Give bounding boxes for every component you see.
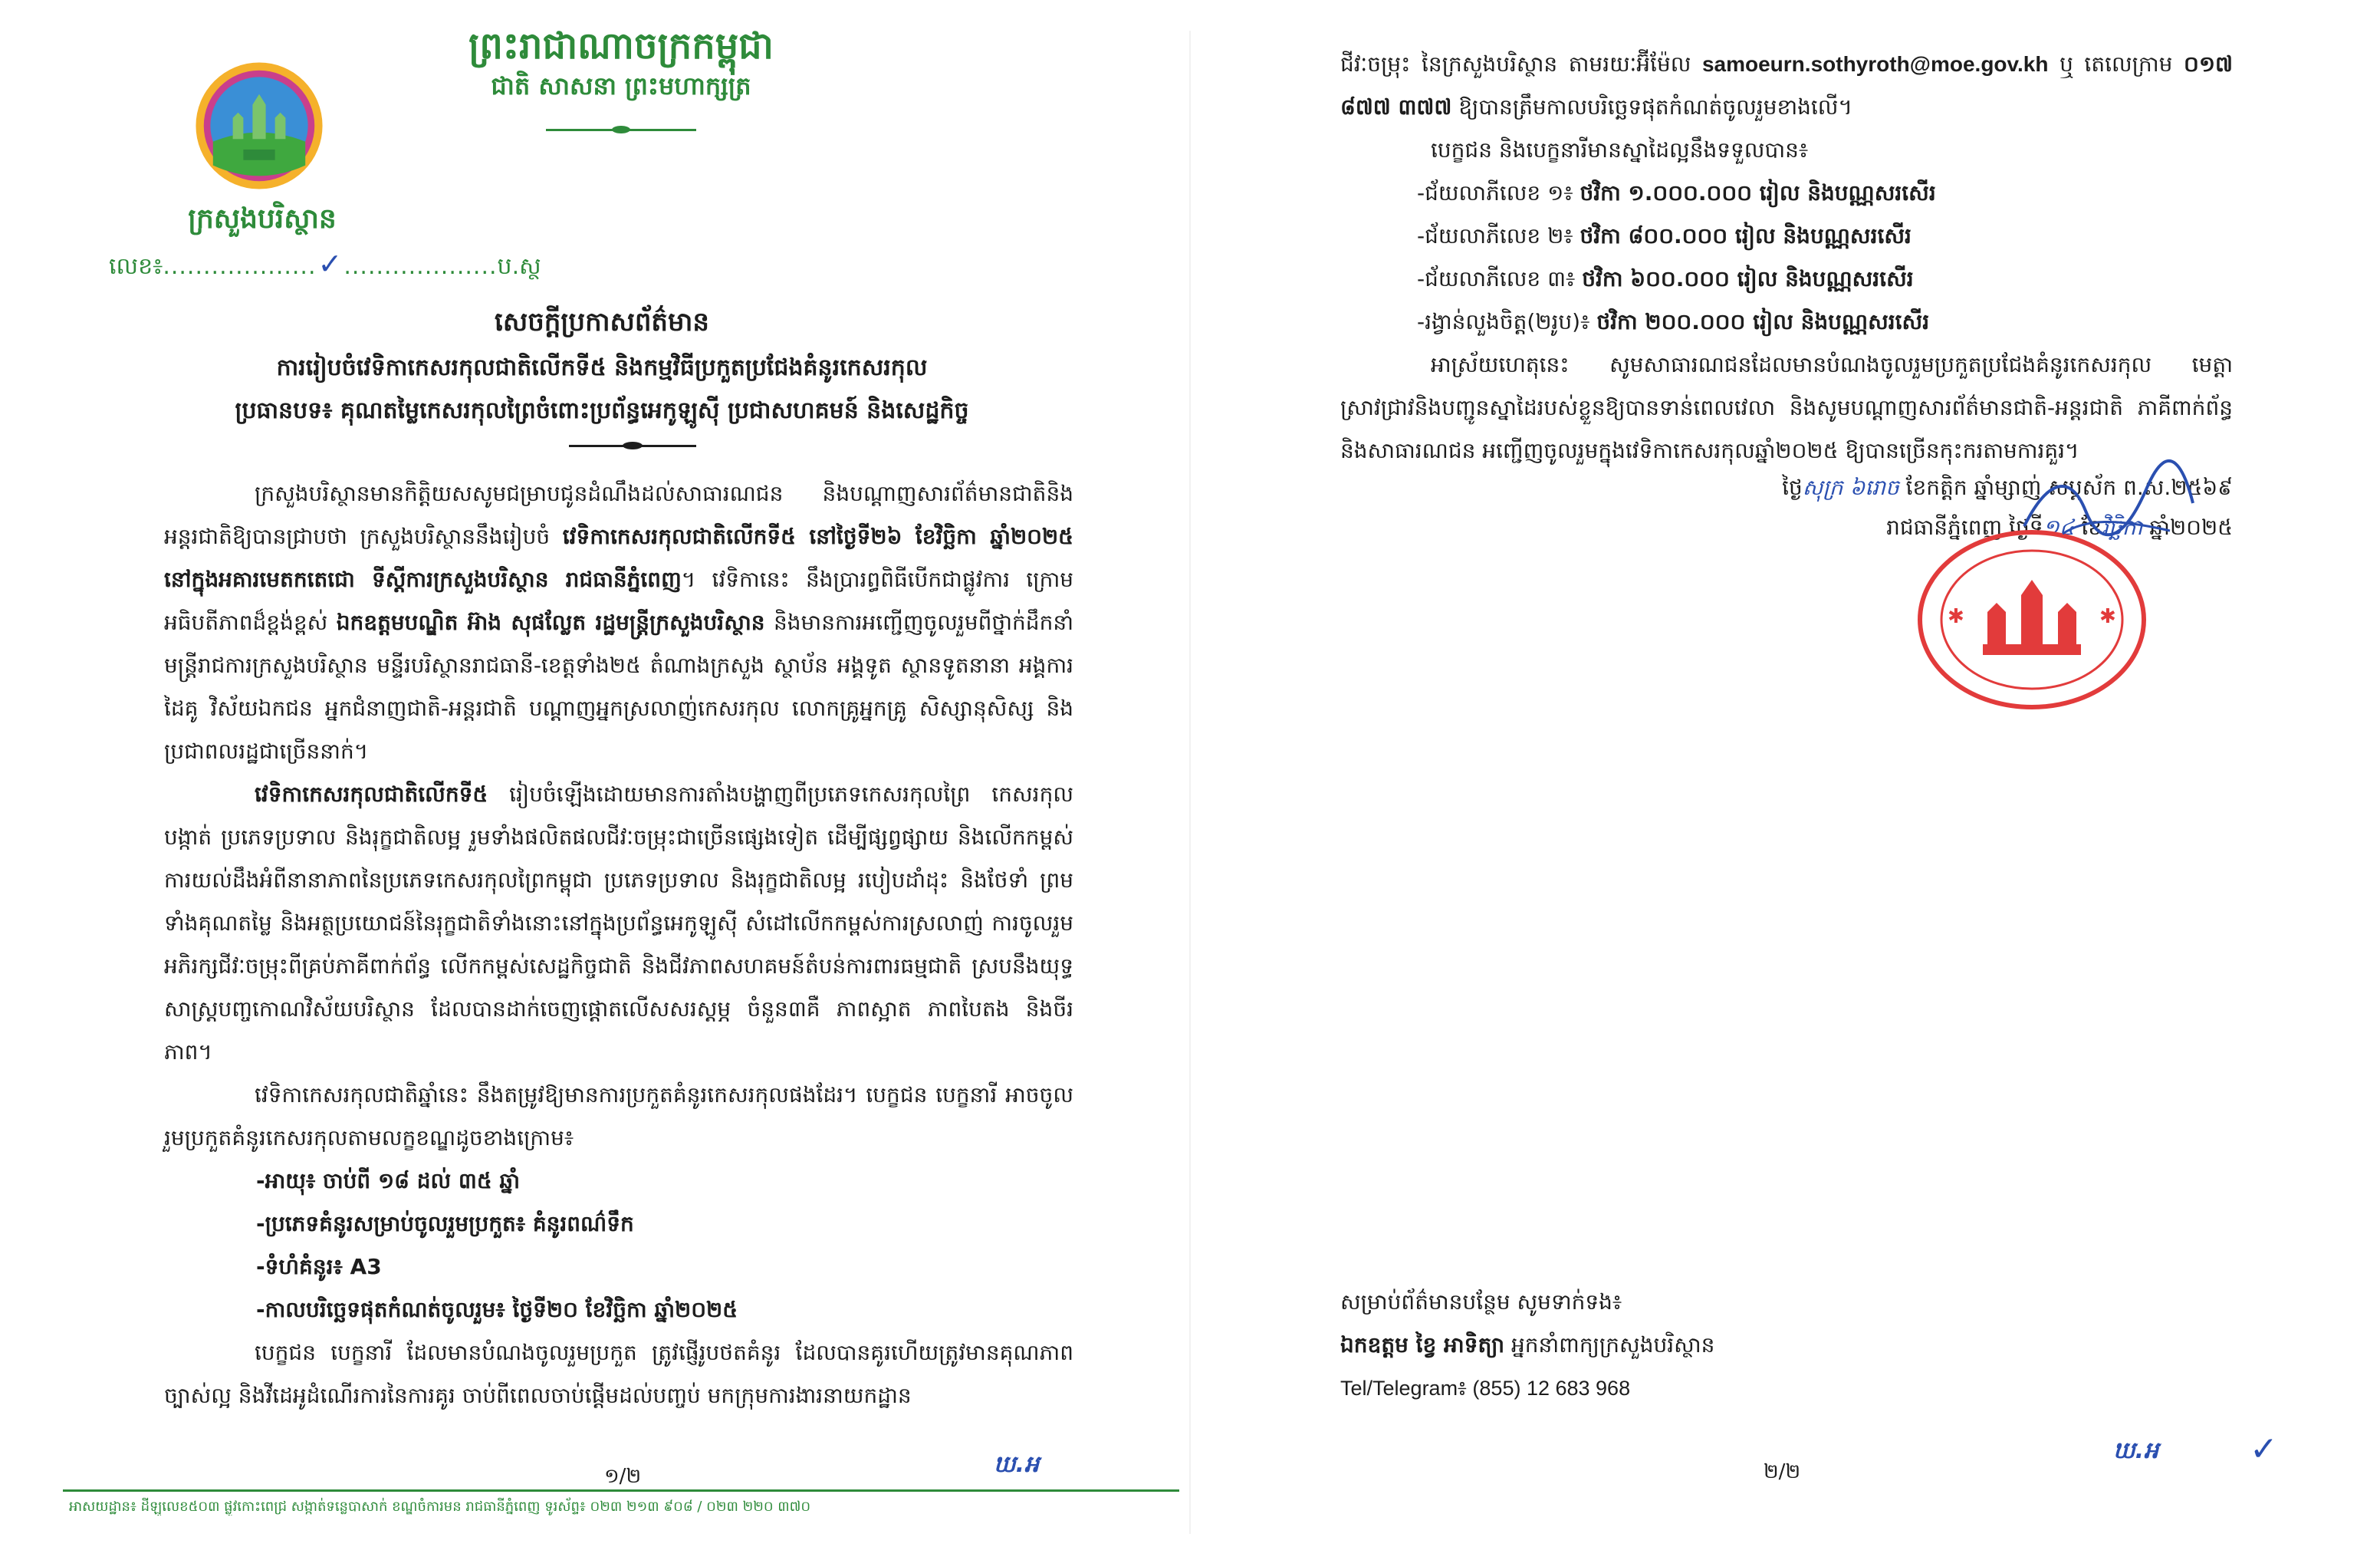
p2-forum-name: វេទិកាកេសរកុលជាតិលើកទី៥ xyxy=(255,782,488,807)
submission-text-c: ឱ្យបានត្រឹមកាលបរិច្ឆេទផុតកំណត់ចូលរួមខាងលើ។ xyxy=(1451,94,1852,120)
telegram-number: ០១៧ ៨៧៧ ៣៧៧ xyxy=(1340,51,2233,120)
p2-text: រៀបចំឡើងដោយមានការតាំងបង្ហាញពីប្រភេទកេសរកុលព្រៃ កេសរកុលបង្កាត់ ប្រភេទប្រទាល និងរុក្ខជាតិលម្អ រួមទាំងផលិតផលជីវៈចម្រុះជាច្រើនផ្សេងទៀត ដើម្បីផ្សព្វផ្សាយ និងលើកកម្ពស់ការយល់ដឹងអំពីនានាភាពនៃប្រភេទកេសរកុលព្រៃកម្ពុជា ប្រភេទប្រទាល និងរុក្ខជាតិលម្អ របៀបដាំដុះ និងថែទាំ ព្រមទាំងគុណតម្លៃ និងអត្ថប្រយោជន៍នៃរុក្ខជាតិទាំងនោះនៅក្នុងប្រព័ន្ធអេកូឡូស៊ី សំដៅលើកកម្ពស់ការស្រលាញ់ ការចូលរួមអភិរក្សជីវៈចម្រុះពីគ្រប់ភាគីពាក់ព័ន្ធ លើកកម្ពស់សេដ្ឋកិច្ចជាតិ និងជីវភាពសហគមន៍តំបន់ការពារធម្មជាតិ ស្របនឹងយុទ្ធសាស្ត្របញ្ចកោណវិស័យបរិស្ថាន ដែលបានដាក់ចេញផ្តោតលើសសរស្តម្ភ ចំនួន៣គឺ ភាពស្អាត ភាពបៃតង និងចីរភាព។ xyxy=(164,782,1073,1065)
paragraph-2 xyxy=(164,773,1073,1074)
criteria-item: -ប្រភេទគំនូរសម្រាប់ចូលរួមប្រកួត៖ គំនូរពណ៌ទឹក xyxy=(256,1211,634,1236)
ministry-name: ក្រសួងបរិស្ថាន xyxy=(188,203,337,235)
prize-item xyxy=(1340,258,2233,301)
p1-text-a: ក្រសួងបរិស្ថានមានកិត្តិយសសូមជម្រាបជូនដំណឹងដល់សាធារណជន និងបណ្តាញសារព័ត៌មានជាតិនិងអន្តរជាតិឱ្យបានជ្រាបថា ក្រសួងបរិស្ថាននឹងរៀបចំ xyxy=(164,481,1073,549)
svg-text:✱: ✱ xyxy=(1948,605,1964,628)
ref-check-mark: ✓ xyxy=(317,247,343,281)
spokesperson-line xyxy=(1340,1324,2184,1367)
document-subtitle xyxy=(123,347,1081,433)
p1-text-e: និងមានការអញ្ជើញចូលរួមពីថ្នាក់ដឹកនាំ មន្ត្រីរាជការក្រសួងបរិស្ថាន មន្ទីរបរិស្ថានរាជធានី-ខេត្តទាំង២៥ តំណាងក្រសួង ស្ថាប័ន អង្គទូត ស្ថានទូតនានា អង្គការដៃគូ វិស័យឯកជន អ្នកជំនាញជាតិ-អន្តរជាតិ បណ្តាញអ្នកស្រលាញ់កេសរកុល លោកគ្រូអ្នកគ្រូ សិស្សានុសិស្ស និងប្រជាពលរដ្ឋជាច្រើននាក់។ xyxy=(164,610,1074,764)
title-divider xyxy=(569,445,696,447)
prize-label: -ជ័យលាភីលេខ ២៖ xyxy=(1417,223,1580,248)
prizes-intro: បេក្ខជន និងបេក្ខនារីមានស្នាដៃល្អនឹងទទួលបាន៖ xyxy=(1431,137,1809,163)
solar-year: ឆ្នាំ២០២៥ xyxy=(2142,515,2233,540)
footer-address: អាសយដ្ឋាន៖ ដីឡូលេខ៥០៣ ផ្លូវកោះពេជ្រ សង្កាត់ទន្លេបាសាក់ ខណ្ឌចំការមន រាជធានីភ្នំពេញ ទូរស័ព្ទ៖ ០២៣ ២១៣ ៩០៨ / ០២៣ ២២០ ៣៧០ xyxy=(69,1499,811,1515)
prize-label: -ជ័យលាភីលេខ ៣៖ xyxy=(1417,266,1583,291)
initials-mark-2: ឃ.អ xyxy=(2113,1437,2159,1464)
p1-event-details: វេទិកាកេសរកុលជាតិលើកទី៥ នៅថ្ងៃទី២៦ ខែវិច្ឆិកា ឆ្នាំ២០២៥ នៅក្នុងអគារមេតកតេជោ ទីស្តីការក្រសួងបរិស្ថាន រាជធានីភ្នំពេញ xyxy=(164,524,1073,592)
ref-prefix: លេខ៖ xyxy=(109,253,163,280)
criteria-item: -ទំហំគំនូរ៖ A3 xyxy=(256,1254,382,1279)
prize-item xyxy=(1340,172,2233,215)
contact-email: samoeurn.sothyroth@moe.gov.kh xyxy=(1701,52,2049,76)
criteria-item: -អាយុ៖ ចាប់ពី ១៨ ដល់ ៣៥ ឆ្នាំ xyxy=(256,1168,521,1193)
submission-paragraph xyxy=(1340,43,2233,129)
prize-label: -ជ័យលាភីលេខ ១៖ xyxy=(1417,180,1580,206)
prizes-list xyxy=(1340,172,2233,344)
reference-number: លេខ៖...................✓...................ប.ស្ថ xyxy=(109,247,541,281)
paragraph-3: វេទិកាកេសរកុលជាតិឆ្នាំនេះ នឹងតម្រូវឱ្យមានការប្រកួតគំនូរកេសរកុលផងដែរ។ បេក្ខជន បេក្ខនារី អាចចូលរួមប្រកួតគំនូរកេសរកុលតាមលក្ខខណ្ឌដូចខាងក្រោម៖ xyxy=(164,1082,1073,1150)
announcement-body xyxy=(164,472,1073,1417)
lunar-day-handwritten: សុក្រ ៦រោច xyxy=(1802,475,1899,500)
signature-scribble xyxy=(2017,457,2201,557)
subtitle-line-2: ប្រធានបទ៖ គុណតម្លៃកេសរកុលព្រៃចំពោះប្រព័ន្ធអេកូឡូស៊ី ប្រជាសហគមន៍ និងសេដ្ឋកិច្ច xyxy=(235,397,969,424)
spokesperson-role: អ្នកនាំពាក្យក្រសួងបរិស្ថាន xyxy=(1504,1332,1715,1358)
solar-prefix: រាជធានីភ្នំពេញ ថ្ងៃទី xyxy=(1886,515,2043,540)
document-title: សេចក្តីប្រកាសព័ត៌មាន xyxy=(495,307,709,337)
subtitle-line-1: ការរៀបចំវេទិកាកេសរកុលជាតិលើកទី៥ និងកម្មវិធីប្រកួតប្រជែងគំនូរកេសរកុល xyxy=(276,354,928,381)
national-motto: ជាតិ សាសនា ព្រះមហាក្សត្រ xyxy=(491,71,751,100)
announcement-body-continued xyxy=(1340,43,2233,472)
contact-telephone: Tel/Telegram៖ (855) 12 683 968 xyxy=(1340,1377,1631,1400)
paragraph-1 xyxy=(164,472,1073,773)
submission-text-a: ជីវៈចម្រុះ នៃក្រសួងបរិស្ថាន តាមរយៈអ៊ីម៉ែល xyxy=(1340,51,1702,77)
signature-check-mark: ✓ xyxy=(2250,1430,2278,1469)
solar-day-handwritten: ១៤ xyxy=(2043,515,2075,540)
lunar-prefix: ថ្ងៃ xyxy=(1782,475,1803,500)
svg-text:✱: ✱ xyxy=(2099,605,2116,628)
contact-intro: សម្រាប់ព័ត៌មានបន្ថែម សូមទាក់ទង៖ xyxy=(1340,1289,1622,1315)
footer-divider xyxy=(63,1489,1179,1492)
prize-label: -រង្វាន់លួងចិត្ត(២រូប)៖ xyxy=(1417,309,1597,334)
kingdom-heading: ព្រះរាជាណាចក្រកម្ពុជា xyxy=(468,25,774,67)
p1-minister-name: ឯកឧត្តមបណ្ឌិត អ៊ាង សុផល្លែត រដ្ឋមន្ត្រីក្រសួងបរិស្ថាន xyxy=(336,610,765,635)
contact-block xyxy=(1340,1281,2184,1410)
spokesperson-name: ឯកឧត្តម ខ្វៃ អាទិត្យា xyxy=(1340,1332,1505,1358)
p1-text-c: ។ វេទិកានេះ នឹងប្រារព្ធពិធីបើកជាផ្លូវការ ក្រោមអធិបតីភាពដ៏ខ្ពង់ខ្ពស់ xyxy=(164,567,1074,635)
solar-month-handwritten: វិច្ឆិកា xyxy=(2102,515,2143,540)
ministry-logo xyxy=(193,60,325,192)
criteria-list xyxy=(164,1160,1073,1331)
motto-divider xyxy=(546,129,696,131)
paragraph-4: បេក្ខជន បេក្ខនារី ដែលមានបំណងចូលរួមប្រកួត ត្រូវផ្ញើរូបថតគំនូរ ដែលបានគូរហើយត្រូវមានគុណភាពច្បាស់ល្អ និងវីដេអូដំណើរការនៃការគូរ ចាប់ពីពេលចាប់ផ្តើមដល់បញ្ចប់ មកក្រុមការងារនាយកដ្ឋាន xyxy=(164,1340,1073,1408)
page-number: ១/២ xyxy=(604,1465,642,1488)
criteria-item: -កាលបរិច្ឆេទផុតកំណត់ចូលរួម៖ ថ្ងៃទី២០ ខែវិច្ឆិកា ឆ្នាំ២០២៥ xyxy=(256,1297,738,1322)
prize-item xyxy=(1340,301,2233,344)
prize-value: ថវិកា ១.០០០.០០០ រៀល និងបណ្ណសរសើរ xyxy=(1580,180,1936,206)
prize-value: ថវិកា ៦០០.០០០ រៀល និងបណ្ណសរសើរ xyxy=(1582,266,1914,291)
prize-item xyxy=(1340,215,2233,258)
page-number-2: ២/២ xyxy=(1764,1460,1801,1483)
prize-value: ថវិកា ២០០.០០០ រៀល និងបណ្ណសរសើរ xyxy=(1596,309,1930,334)
initials-mark: ឃ.អ xyxy=(994,1451,1040,1478)
ref-suffix: ប.ស្ថ xyxy=(497,253,541,280)
submission-text-b: ឬ តេលេក្រាម xyxy=(2048,51,2184,77)
prize-value: ថវិកា ៨០០.០០០ រៀល និងបណ្ណសរសើរ xyxy=(1580,223,1912,248)
closing-paragraph: អាស្រ័យហេតុនេះ សូមសាធារណជនដែលមានបំណងចូលរួមប្រកួតប្រជែងគំនូរកេសរកុល មេត្តាស្រាវជ្រាវនិងបញ្ជូនស្នាដៃរបស់ខ្លួនឱ្យបានទាន់ពេលវេលា និងសូមបណ្តាញសារព័ត៌មានជាតិ-អន្តរជាតិ ភាគីពាក់ព័ន្ធ និងសាធារណជន អញ្ជើញចូលរួមក្នុងវេទិកាកេសរកុលឆ្នាំ២០២៥ ឱ្យបានច្រើនកុះករតាមការគួរ។ xyxy=(1340,352,2233,463)
lunar-rest: ខែកត្តិក ឆ្នាំម្សាញ់ សប្តស័ក ព.ស.២៥៦៩ xyxy=(1898,475,2233,500)
solar-mid: ខែ xyxy=(2074,515,2102,540)
